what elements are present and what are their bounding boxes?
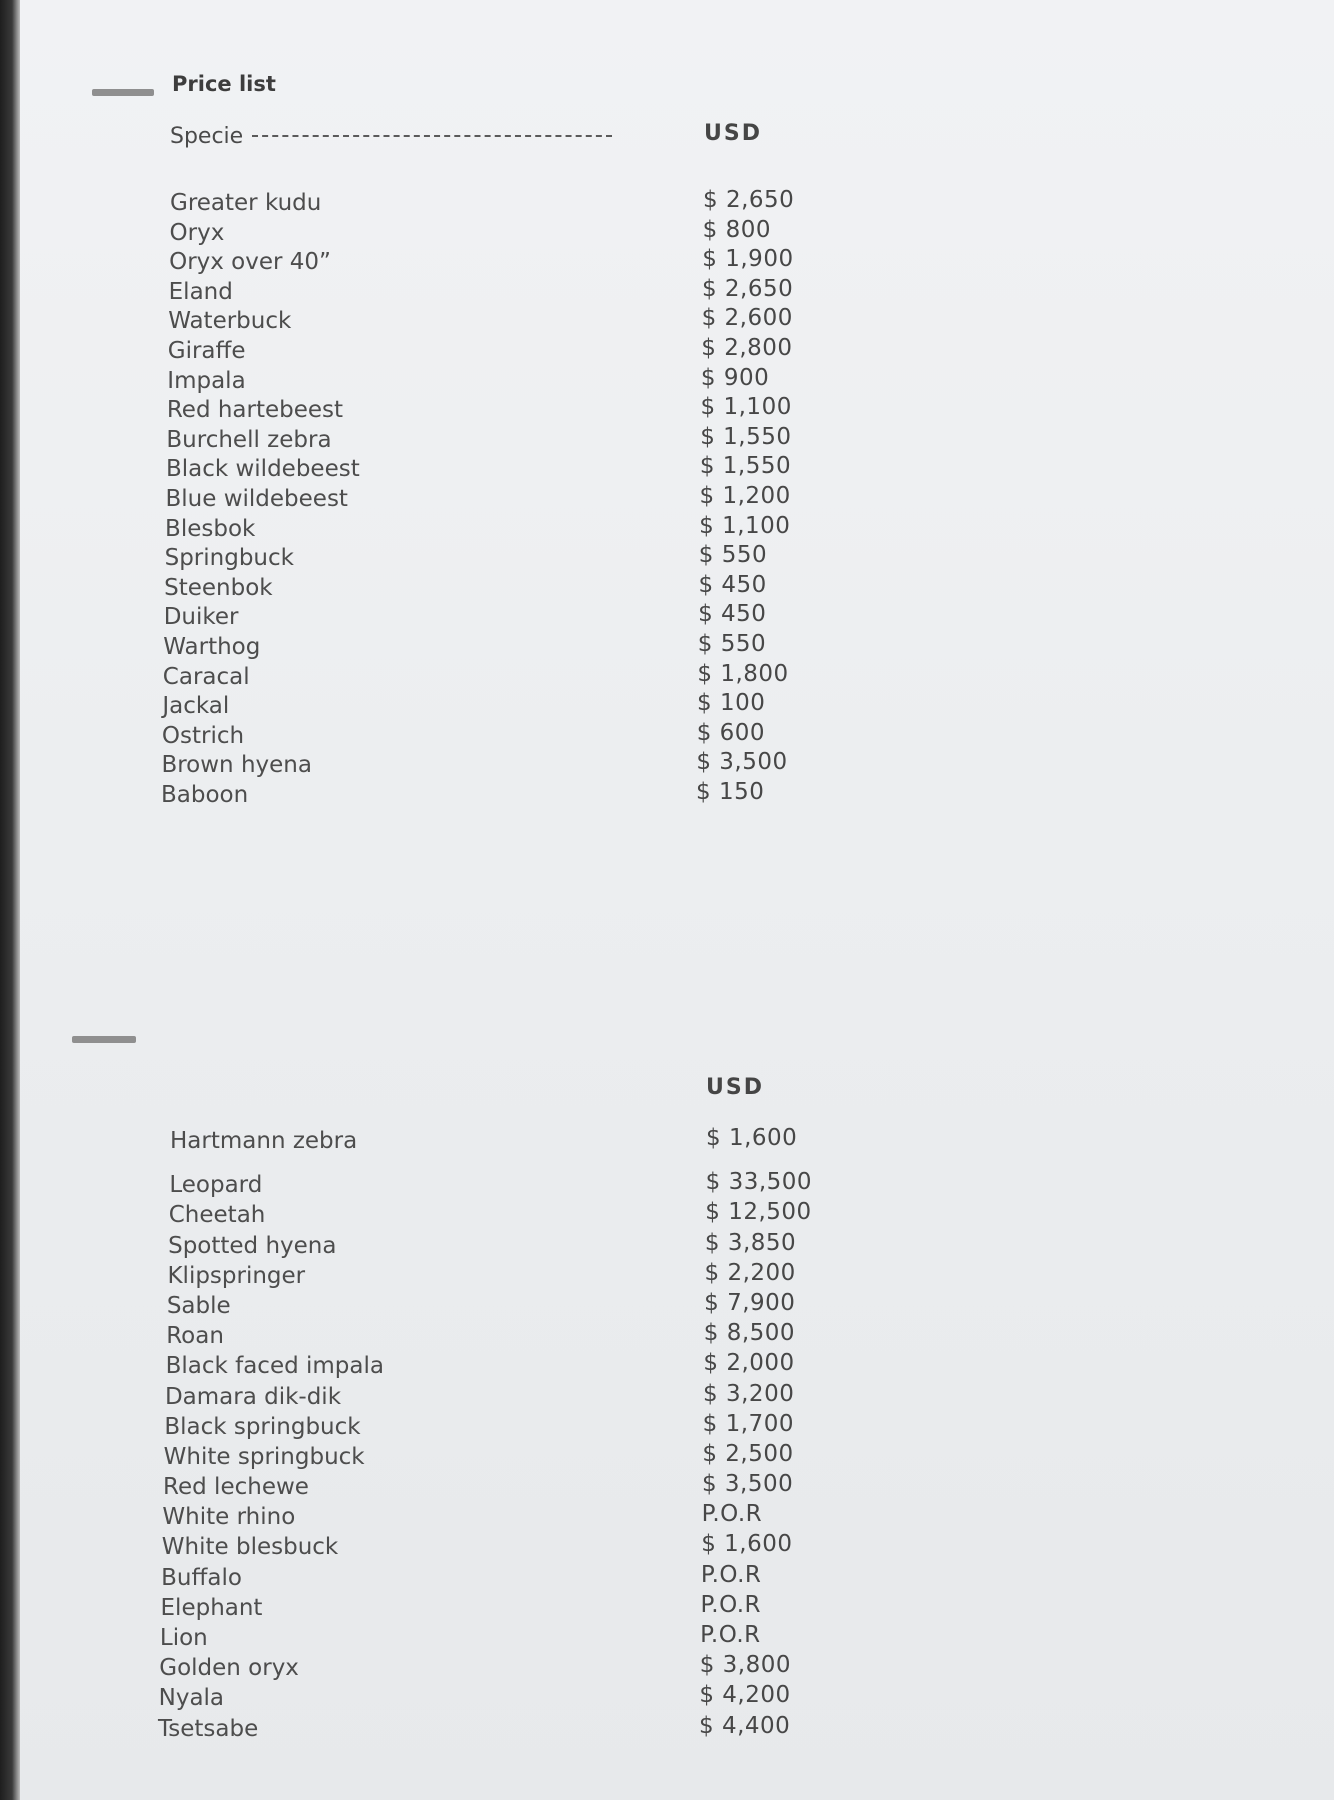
species-price: P.O.R	[700, 1561, 762, 1588]
species-price: $ 450	[698, 571, 767, 598]
species-price: $ 800	[702, 216, 771, 243]
species-name: Klipspringer	[167, 1262, 306, 1289]
price-list-section-2	[20, 1126, 920, 1744]
species-price: $ 3,500	[696, 749, 788, 776]
species-price: $ 900	[700, 364, 770, 391]
species-price: $ 1,800	[697, 660, 789, 687]
section-marker-bar	[72, 1036, 136, 1043]
species-price: $ 7,900	[704, 1289, 796, 1316]
species-name: Jackal	[162, 693, 230, 720]
species-price: P.O.R	[700, 1591, 762, 1618]
species-price: P.O.R	[701, 1501, 763, 1528]
list-item	[20, 1412, 920, 1442]
species-price: $ 150	[696, 778, 765, 805]
species-name: Greater kudu	[170, 190, 322, 216]
list-item	[20, 364, 920, 397]
species-price: $ 12,500	[705, 1199, 812, 1226]
list-item	[20, 1351, 920, 1381]
species-price: $ 3,500	[701, 1471, 794, 1498]
list-item	[20, 1126, 920, 1156]
species-price: $ 2,650	[703, 187, 795, 213]
species-name: Burchell zebra	[166, 426, 332, 453]
list-item	[20, 603, 920, 633]
list-item	[20, 1653, 920, 1683]
species-price: $ 2,200	[704, 1259, 796, 1286]
list-item	[20, 216, 920, 249]
species-name: Black wildebeest	[165, 456, 360, 483]
species-name: Nyala	[158, 1685, 225, 1712]
species-price: $ 3,850	[704, 1229, 797, 1256]
species-price: $ 1,100	[699, 512, 791, 539]
species-name: Red hartebeest	[166, 397, 344, 424]
species-price: $ 1,700	[702, 1410, 794, 1437]
species-name: Black faced impala	[165, 1353, 384, 1380]
species-name: Steenbok	[164, 574, 273, 601]
list-item	[20, 1321, 920, 1351]
species-name: Blue wildebeest	[165, 485, 348, 512]
list-item	[20, 1200, 920, 1230]
species-price: $ 1,100	[700, 394, 792, 421]
species-price: $ 3,800	[699, 1652, 792, 1679]
species-name: Black springbuck	[164, 1413, 361, 1440]
species-name: Eland	[168, 278, 233, 305]
species-name: Damara dik-dik	[164, 1383, 342, 1410]
species-name: Red lechewe	[163, 1474, 309, 1501]
species-name: Ostrich	[161, 722, 245, 749]
list-item	[20, 1532, 920, 1562]
species-price: $ 1,600	[706, 1125, 798, 1151]
species-price: $ 1,600	[701, 1531, 793, 1558]
species-price: $ 600	[696, 719, 766, 746]
species-price: $ 2,800	[701, 334, 793, 361]
list-item	[20, 630, 920, 663]
list-item	[20, 1502, 920, 1532]
document-page	[20, 0, 1334, 1800]
specie-leader-dashes	[252, 135, 612, 137]
species-name: Elephant	[160, 1594, 263, 1621]
section-marker-bar	[92, 89, 154, 96]
list-item	[20, 455, 920, 485]
species-price: $ 1,550	[700, 423, 792, 450]
list-item	[20, 1170, 920, 1200]
species-price: $ 4,400	[699, 1712, 791, 1739]
species-price: $ 1,550	[699, 453, 792, 480]
specie-column-header: Specie	[170, 124, 244, 149]
species-name: Warthog	[163, 633, 261, 660]
list-item	[20, 423, 920, 456]
list-item	[20, 1261, 920, 1291]
species-price: $ 4,200	[699, 1682, 791, 1709]
species-price: $ 2,000	[703, 1350, 795, 1377]
species-name: White rhino	[162, 1504, 296, 1531]
species-name: Lion	[159, 1625, 208, 1651]
species-name: Roan	[166, 1323, 224, 1350]
list-item	[20, 1683, 920, 1713]
species-name: Hartmann zebra	[170, 1128, 358, 1154]
species-price: $ 1,900	[702, 246, 794, 273]
species-name: Sable	[166, 1292, 231, 1319]
list-item	[20, 482, 920, 515]
list-item	[20, 307, 920, 337]
list-item	[20, 751, 920, 781]
list-item	[20, 1442, 920, 1472]
list-item	[20, 571, 920, 604]
list-item	[20, 1291, 920, 1321]
species-name: Brown hyena	[161, 752, 312, 779]
species-name: Golden oryx	[159, 1655, 299, 1682]
species-name: Waterbuck	[168, 308, 292, 335]
species-price: P.O.R	[700, 1622, 761, 1648]
currency-header-1: USD	[704, 121, 762, 146]
list-item	[20, 1593, 920, 1623]
binder-edge	[0, 0, 20, 1800]
species-price: $ 2,650	[701, 275, 794, 302]
species-name: Spotted hyena	[168, 1232, 337, 1259]
species-name: White blesbuck	[161, 1534, 339, 1561]
list-item	[20, 692, 920, 722]
species-name: Buffalo	[161, 1564, 242, 1591]
species-price: $ 8,500	[703, 1320, 796, 1347]
species-name: Cheetah	[168, 1202, 266, 1229]
species-price: $ 550	[698, 542, 768, 569]
list-item	[20, 248, 920, 278]
price-list-section-1	[20, 189, 920, 810]
species-price: $ 450	[698, 601, 767, 628]
species-name: Baboon	[161, 781, 249, 808]
species-price: $ 100	[697, 690, 766, 717]
list-item	[20, 1231, 920, 1261]
list-item	[20, 1623, 920, 1653]
species-name: Springbuck	[164, 545, 294, 572]
list-item	[20, 660, 920, 693]
species-price: $ 2,600	[701, 305, 793, 332]
species-name: Impala	[167, 367, 246, 394]
species-name: Caracal	[162, 663, 250, 690]
species-name: Oryx	[169, 219, 225, 246]
species-name: Leopard	[169, 1172, 263, 1199]
species-name: Blesbok	[165, 515, 256, 542]
list-item	[20, 275, 920, 308]
species-name: Oryx over 40”	[169, 249, 331, 276]
species-price: $ 2,500	[702, 1440, 794, 1467]
list-item	[20, 778, 920, 811]
species-price: $ 550	[697, 630, 767, 657]
list-item	[20, 1382, 920, 1412]
species-price: $ 33,500	[705, 1169, 813, 1196]
species-name: Giraffe	[167, 337, 246, 364]
currency-header-2: USD	[706, 1075, 764, 1100]
list-item	[20, 512, 920, 545]
list-item	[20, 544, 920, 574]
list-item	[20, 1563, 920, 1593]
list-item	[20, 719, 920, 752]
list-item	[20, 1714, 920, 1744]
page-title: Price list	[172, 72, 276, 96]
species-name: Tsetsabe	[158, 1715, 259, 1742]
species-name: White springbuck	[163, 1443, 365, 1470]
species-price: $ 1,200	[699, 482, 791, 509]
list-item	[20, 189, 920, 219]
species-name: Duiker	[163, 604, 239, 631]
list-item	[20, 1472, 920, 1502]
list-item	[20, 334, 920, 367]
species-price: $ 3,200	[703, 1380, 795, 1407]
list-item	[20, 396, 920, 426]
